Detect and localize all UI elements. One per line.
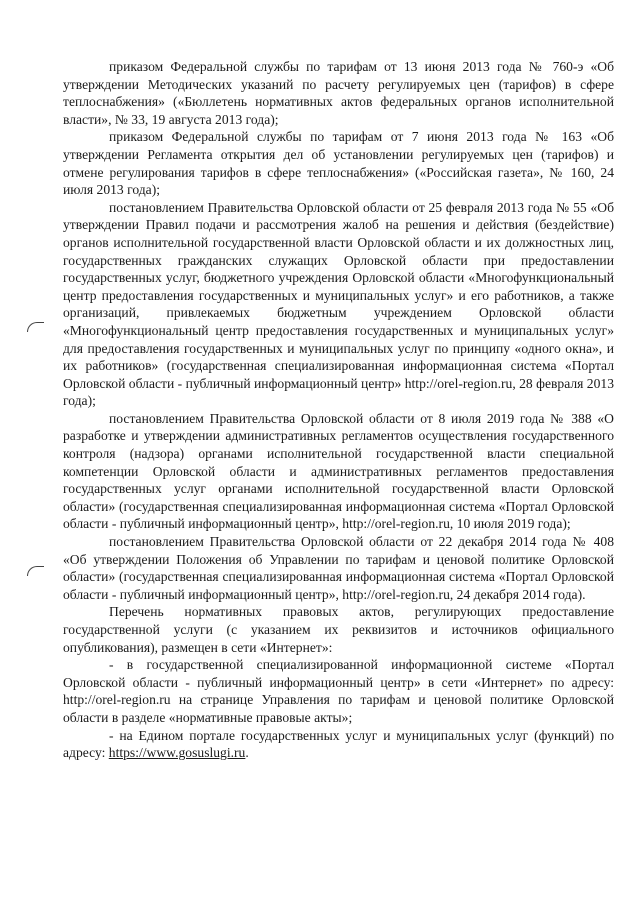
- paragraph-5: постановлением Правительства Орловской области от 22 декабря 2014 года № 408 «Об утверждении Положения об Управлении по тарифам и ценовой политике Орловской области» (государственная специализированная информационная система «Портал Орловской области - публичный информационный центр», http://orel-region.ru, 24 декабря 2014 года).: [63, 534, 614, 602]
- paragraph-7: - в государственной специализированной информационной системе «Портал Орловской области - публичный информационный центр» в сети «Интернет» по адресу: http://orel-region.ru на странице Управления по тарифам и ценовой политике Орловской области в разделе «нормативные правовые акты»;: [63, 657, 614, 725]
- paragraph-3: постановлением Правительства Орловской области от 25 февраля 2013 года № 55 «Об утверждении Правил подачи и рассмотрения жалоб на решения и действия (бездействие) органов исполнительной государственной власти Орловской области и их должностных лиц, государственных гражданских служащих Орловской области при предоставлении государственных услуг, бюджетного учреждения Орловской области «Многофункциональный центр предоставления государственных и муниципальных услуг» и его работников, а также организаций, привлекаемых бюджетным учреждением Орловской области «Многофункциональный центр предоставления государственных и муниципальных услуг» для предоставления государственных и муниципальных услуг по принципу «одного окна», и их работников» (государственная специализированная информационная система «Портал Орловской области - публичный информационный центр» http://orel-region.ru, 28 февраля 2013 года);: [63, 199, 614, 409]
- paragraph-4: постановлением Правительства Орловской области от 8 июля 2019 года № 388 «О разработке и утверждении административных регламентов осуществления государственного контроля (надзора) органами исполнительной государственной власти специальной компетенции Орловской области и административных регламентов предоставления государственных услуг органами исполнительной государственной власти Орловской области» (государственная специализированная информационная система «Портал Орловской области - публичный информационный центр», http://orel-region.ru, 10 июля 2019 года);: [63, 410, 614, 532]
- paragraph-8-text: - на Едином портале государственных услуг и муниципальных услуг (функций) по адресу:: [63, 727, 614, 761]
- paragraph-2: приказом Федеральной службы по тарифам от 7 июня 2013 года № 163 «Об утверждении Регламента открытия дел об установлении регулируемых цен (тарифов) и отмене регулирования тарифов в сфере теплоснабжения» («Российская газета», № 160, 24 июля 2013 года);: [63, 129, 614, 198]
- document-body: [63, 58, 614, 762]
- paragraph-8-end: .: [245, 745, 249, 761]
- binding-hole-mark: [27, 322, 44, 332]
- paragraph-6: Перечень нормативных правовых актов, регулирующих предоставление государственной услуги (с указанием их реквизитов и источников официального опубликования), размещен в сети «Интернет»:: [63, 604, 614, 655]
- binding-hole-mark: [27, 566, 44, 576]
- paragraph-1: приказом Федеральной службы по тарифам от 13 июня 2013 года № 760-э «Об утверждении Методических указаний по расчету регулируемых цен (тарифов) в сфере теплоснабжения» («Бюллетень нормативных актов федеральных органов исполнительной власти», № 33, 19 августа 2013 года);: [63, 59, 614, 127]
- gosuslugi-link[interactable]: https://www.gosuslugi.ru: [108, 745, 246, 761]
- paragraph-8: [63, 727, 614, 762]
